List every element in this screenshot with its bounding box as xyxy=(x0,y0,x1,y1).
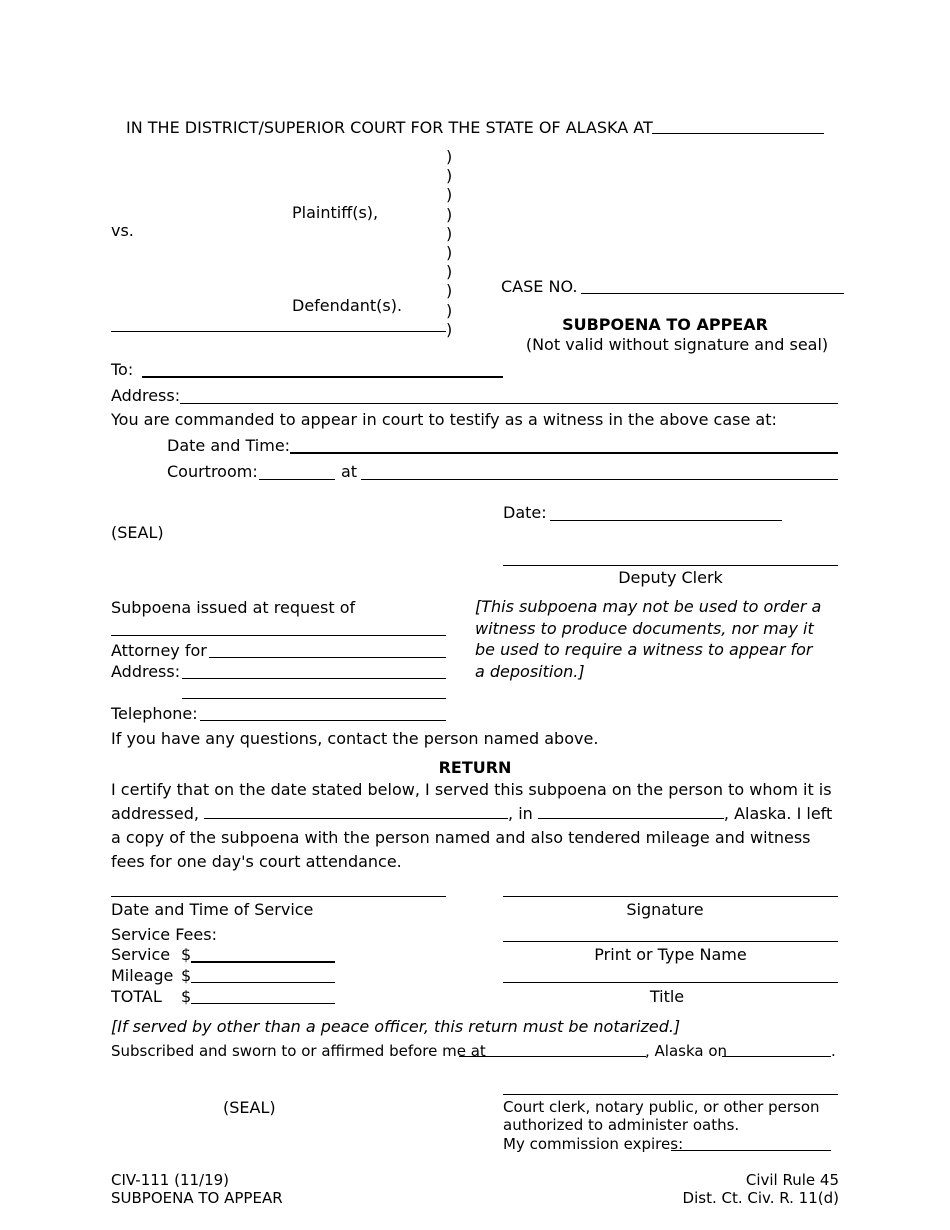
caption-paren: ) xyxy=(446,281,453,301)
served-person-field[interactable] xyxy=(204,804,508,819)
title-field[interactable] xyxy=(503,982,838,983)
sworn-location-field[interactable] xyxy=(459,1056,646,1057)
total-label: TOTAL xyxy=(111,987,162,1006)
mileage-label: Mileage xyxy=(111,966,174,985)
rule-reference-1: Civil Rule 45 xyxy=(745,1171,839,1189)
telephone-label: Telephone: xyxy=(111,704,198,723)
notary-seal-label: (SEAL) xyxy=(223,1098,276,1117)
served-city-field[interactable] xyxy=(538,804,724,819)
issued-at-request-label: Subpoena issued at request of xyxy=(111,598,356,617)
service-fee-field[interactable] xyxy=(191,961,335,963)
requester-address-field-2[interactable] xyxy=(182,698,446,699)
total-dollar: $ xyxy=(181,987,192,1006)
questions-text: If you have any questions, contact the person named above. xyxy=(111,729,599,748)
command-text: You are commanded to appear in court to testify as a witness in the above case at: xyxy=(111,410,777,429)
page-title: SUBPOENA TO APPEAR xyxy=(562,315,768,334)
date-label: Date: xyxy=(503,503,547,522)
date-time-service-label: Date and Time of Service xyxy=(111,900,314,919)
certify-text-1: I certify that on the date stated below, I served this subpoena on the person to whom it is addressed, xyxy=(111,780,832,823)
defendant-label: Defendant(s). xyxy=(292,296,403,315)
address-label: Address: xyxy=(111,386,181,405)
caption-paren: ) xyxy=(446,262,453,282)
caption-paren: ) xyxy=(446,243,453,263)
caption-parens xyxy=(446,147,452,339)
certify-paragraph xyxy=(111,778,841,874)
date-time-label: Date and Time: xyxy=(167,436,291,455)
deputy-clerk-signature-field[interactable] xyxy=(503,565,838,566)
attorney-for-label: Attorney for xyxy=(111,641,207,660)
case-no-field[interactable] xyxy=(581,293,844,294)
address-field[interactable] xyxy=(180,403,838,404)
court-heading: IN THE DISTRICT/SUPERIOR COURT FOR THE STATE OF ALASKA AT xyxy=(126,118,653,137)
requester-address-label: Address: xyxy=(111,662,181,681)
print-name-label: Print or Type Name xyxy=(594,945,747,964)
alaska-on-text: , Alaska on xyxy=(645,1042,728,1060)
notarize-note: [If served by other than a peace officer, this return must be notarized.] xyxy=(111,1017,681,1036)
form-name: SUBPOENA TO APPEAR xyxy=(111,1189,283,1207)
to-label: To: xyxy=(111,360,134,379)
sworn-text: Subscribed and sworn to or affirmed before me at xyxy=(111,1042,486,1060)
courtroom-label: Courtroom: xyxy=(167,462,258,481)
caption-paren: ) xyxy=(446,223,453,243)
caption-paren: ) xyxy=(446,204,453,224)
mileage-dollar: $ xyxy=(181,966,192,985)
rule-reference-2: Dist. Ct. Civ. R. 11(d) xyxy=(682,1189,839,1207)
server-signature-field[interactable] xyxy=(503,896,838,897)
service-dollar: $ xyxy=(181,945,192,964)
sworn-date-field[interactable] xyxy=(722,1056,831,1057)
service-date-time-field[interactable] xyxy=(111,896,446,897)
attorney-for-field[interactable] xyxy=(209,657,446,658)
return-heading: RETURN xyxy=(438,758,512,777)
mileage-fee-field[interactable] xyxy=(191,982,335,983)
defendant-name-field[interactable] xyxy=(111,331,446,332)
courtroom-field[interactable] xyxy=(259,479,335,480)
caption-paren: ) xyxy=(446,300,453,320)
caption-paren: ) xyxy=(446,147,453,166)
caption-paren: ) xyxy=(446,166,453,186)
deputy-clerk-label: Deputy Clerk xyxy=(618,568,723,587)
requester-address-field-1[interactable] xyxy=(182,678,446,679)
vs-label: vs. xyxy=(111,221,134,240)
to-field[interactable] xyxy=(142,376,503,378)
telephone-field[interactable] xyxy=(200,720,446,721)
plaintiff-label: Plaintiff(s), xyxy=(292,203,379,222)
issue-date-field[interactable] xyxy=(550,520,782,521)
subpoena-restriction-note: [This subpoena may not be used to order a witness to produce documents, nor may it be used to require a witness to appear for a deposition.] xyxy=(475,597,822,681)
commission-expires-label: My commission expires: xyxy=(503,1135,684,1153)
certify-in-text: , in xyxy=(508,804,533,823)
service-fee-label: Service xyxy=(111,945,171,964)
total-fee-field[interactable] xyxy=(191,1003,335,1004)
court-location-field[interactable] xyxy=(652,133,824,134)
requester-name-field[interactable] xyxy=(111,635,446,636)
court-address-field[interactable] xyxy=(361,479,838,480)
service-fees-label: Service Fees: xyxy=(111,925,217,944)
caption-paren: ) xyxy=(446,319,453,339)
title-label: Title xyxy=(649,987,685,1006)
form-code: CIV-111 (11/19) xyxy=(111,1171,230,1189)
notary-clerk-line-2: authorized to administer oaths. xyxy=(503,1116,740,1134)
certify-text-2: , Alaska. I left a copy of the subpoena with the person named and also tendered mileage and witness fees for one day's court attendance. xyxy=(111,804,833,871)
sworn-period: . xyxy=(831,1042,836,1060)
caption-paren: ) xyxy=(446,185,453,205)
print-name-field[interactable] xyxy=(503,941,838,942)
date-time-field[interactable] xyxy=(290,452,838,454)
case-no-label: CASE NO. xyxy=(501,277,578,296)
at-label: at xyxy=(341,462,358,481)
notary-clerk-line-1: Court clerk, notary public, or other person xyxy=(503,1098,820,1116)
notary-signature-field[interactable] xyxy=(503,1094,838,1095)
commission-expires-field[interactable] xyxy=(671,1150,831,1151)
page-subtitle: (Not valid without signature and seal) xyxy=(525,335,829,354)
signature-label: Signature xyxy=(626,900,704,919)
seal-label: (SEAL) xyxy=(111,523,164,542)
